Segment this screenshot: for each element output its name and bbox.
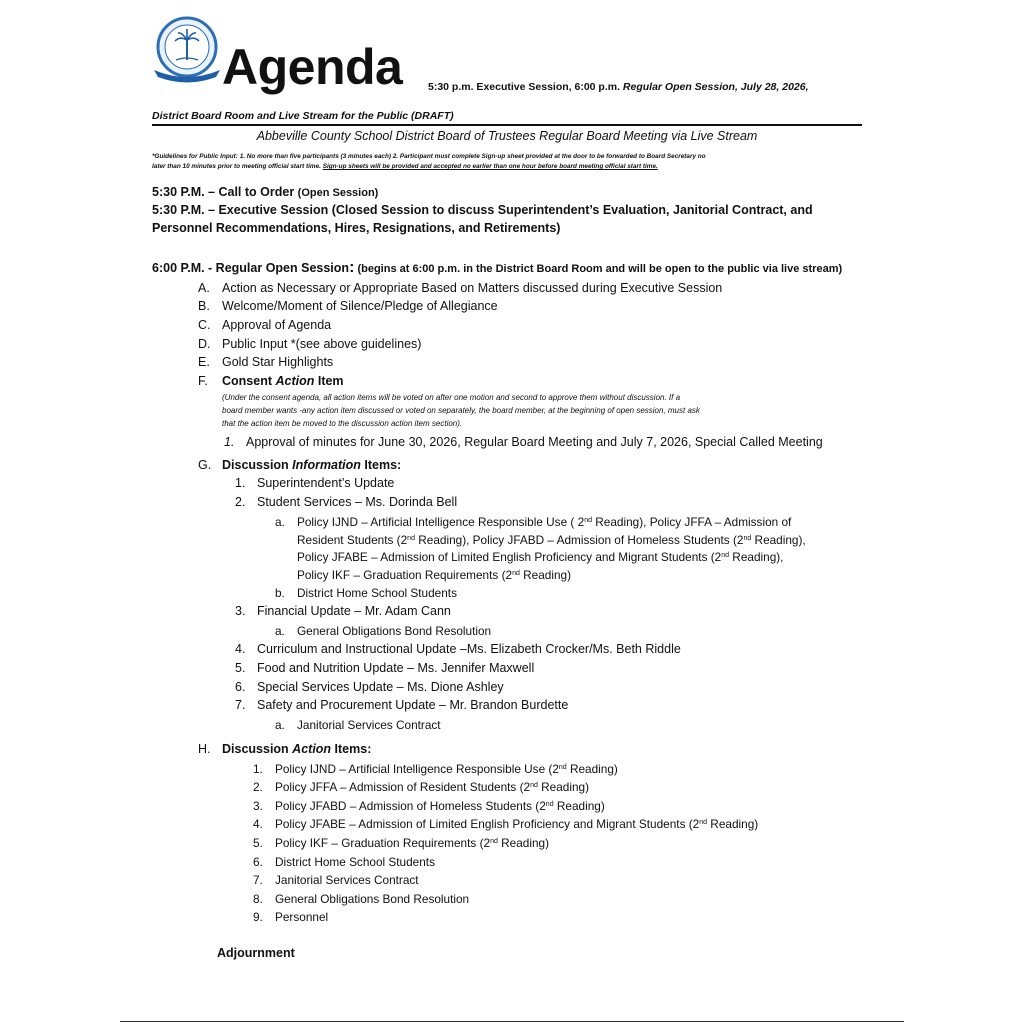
info-item-2a-line2: Resident Students (2nd Reading), Policy JFABD – Admission of Homeless Students (2nd Reading), [297,533,806,547]
info-item-4: 4. Curriculum and Instructional Update –Ms. Elizabeth Crocker/Ms. Beth Riddle [235,642,681,656]
agenda-item-h: H. Discussion Action Items: [198,742,372,756]
action-item-1: 1. Policy IJND – Artificial Intelligence Responsible Use (2nd Reading) [253,762,618,776]
action-item-7: 7. Janitorial Services Contract [253,873,419,887]
call-to-order: 5:30 P.M. – Call to Order (Open Session) [152,185,379,199]
consent-item-1: 1. Approval of minutes for June 30, 2026, Regular Board Meeting and July 7, 2026, Special Called Meeting [224,435,823,449]
action-item-8: 8. General Obligations Bond Resolution [253,892,470,906]
info-item-5: 5. Food and Nutrition Update – Ms. Jennifer Maxwell [235,661,535,675]
info-item-7: 7. Safety and Procurement Update – Mr. Brandon Burdette [235,698,569,712]
info-item-2b: b. District Home School Students [275,586,457,600]
session-times: 5:30 p.m. Executive Session, 6:00 p.m. Regular Open Session, July 28, 2026, [428,81,809,93]
public-input-guidelines-line2: later than 10 minutes prior to meeting official start time. Sign-up sheets will be provided and accepted no earlier than one hour before board meeting official start time. [152,163,658,170]
agenda-item-a: A. Action as Necessary or Appropriate Based on Matters discussed during Executive Session [198,281,723,295]
consent-note-line1: (Under the consent agenda, all action items will be voted on after one motion and second to approve them without discussion. If a [222,393,681,402]
meeting-location: District Board Room and Live Stream for the Public (DRAFT) [152,110,454,122]
regular-open-session: 6:00 P.M. - Regular Open Session: (begins at 6:00 p.m. in the District Board Room and will be open to the public via live stream) [152,259,843,276]
action-item-2: 2. Policy JFFA – Admission of Resident Students (2nd Reading) [253,780,590,794]
action-item-6: 6. District Home School Students [253,855,435,869]
adjournment: Adjournment [217,946,295,960]
consent-note-line3: that the action item be moved to the discussion action item section). [222,419,463,428]
info-item-2a-line1: a. Policy IJND – Artificial Intelligence Responsible Use ( 2nd Reading), Policy JFFA – Admission of [275,515,792,529]
action-item-3: 3. Policy JFABD – Admission of Homeless Students (2nd Reading) [253,799,605,813]
info-item-2a-line4: Policy IKF – Graduation Requirements (2nd Reading) [297,568,572,582]
info-item-2a-line3: Policy JFABE – Admission of Limited English Proficiency and Migrant Students (2nd Reading), [297,550,784,564]
info-item-1: 1. Superintendent’s Update [235,476,395,490]
agenda-item-b: B. Welcome/Moment of Silence/Pledge of Allegiance [198,299,498,313]
action-item-5: 5. Policy IKF – Graduation Requirements (2nd Reading) [253,836,550,850]
info-item-7a: a. Janitorial Services Contract [275,718,441,732]
info-item-6: 6. Special Services Update – Ms. Dione Ashley [235,680,504,694]
consent-note-line2: board member wants -any action item discussed or voted on separately, the board member, at the beginning of open session, must ask [222,406,700,415]
action-item-4: 4. Policy JFABE – Admission of Limited English Proficiency and Migrant Students (2nd Reading) [253,817,759,831]
info-item-3: 3. Financial Update – Mr. Adam Cann [235,604,451,618]
public-input-guidelines-line1: *Guidelines for Public Input: 1. No more than five participants (3 minutes each) 2. Participant must complete Sign-up sheet provided at the door to be forwarded to Board Secretary no [152,153,706,160]
footer-rule [120,1021,904,1022]
info-item-3a: a. General Obligations Bond Resolution [275,624,492,638]
agenda-item-d: D. Public Input *(see above guidelines) [198,337,422,351]
agenda-item-c: C. Approval of Agenda [198,318,332,332]
agenda-item-f: F. Consent Action Item [198,374,344,388]
document-title: Agenda [222,39,403,95]
header-divider [152,124,862,126]
executive-session-line1: 5:30 P.M. – Executive Session (Closed Session to discuss Superintendent’s Evaluation, Janitorial Contract, and [152,203,813,217]
executive-session-line2: Personnel Recommendations, Hires, Resignations, and Retirements) [152,221,561,235]
agenda-item-e: E. Gold Star Highlights [198,355,334,369]
agenda-item-g: G. Discussion Information Items: [198,458,402,472]
board-meeting-title: Abbeville County School District Board of Trustees Regular Board Meeting via Live Stream [256,129,758,143]
info-item-2: 2. Student Services – Ms. Dorinda Bell [235,495,458,509]
action-item-9: 9. Personnel [253,910,329,924]
district-seal-logo [152,14,222,86]
